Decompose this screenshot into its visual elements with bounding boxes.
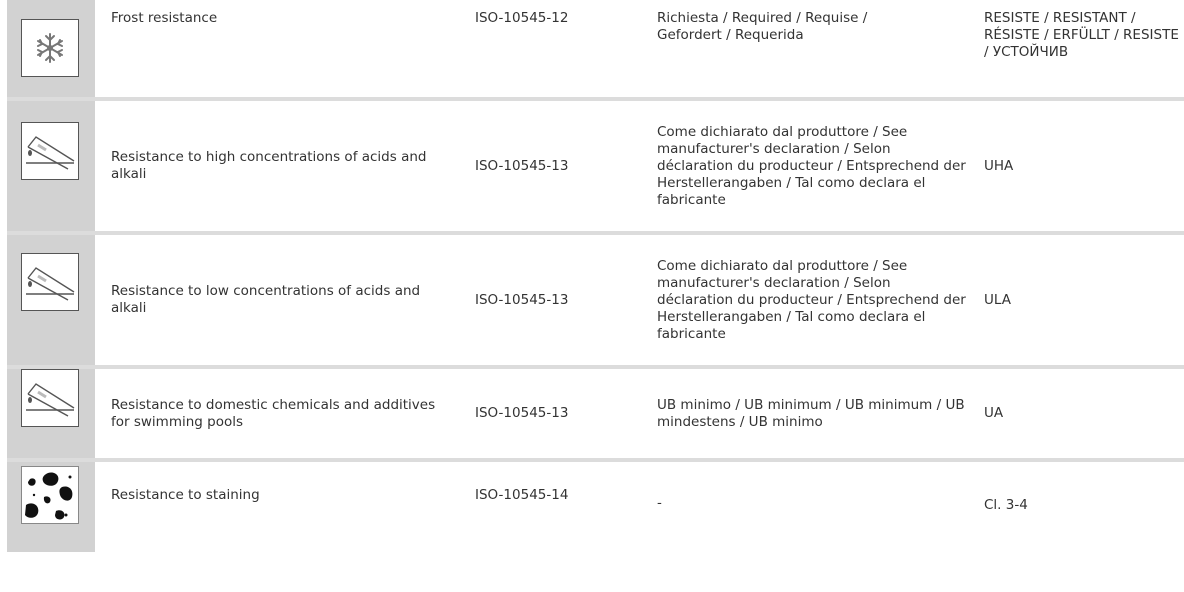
- result-text: UHA: [984, 157, 1014, 174]
- result-text: RESISTE / RESISTANT / RÉSISTE / ERFÜLLT / RESISTE / УСТОЙЧИВ: [984, 10, 1179, 60]
- table-row: [7, 462, 1184, 552]
- table-row: [7, 369, 1184, 458]
- snowflake-icon: [21, 19, 79, 77]
- result-text: Cl. 3-4: [984, 496, 1028, 513]
- standard-code: ISO-10545-14: [475, 486, 569, 503]
- icon-cell: [7, 0, 95, 97]
- property-name: Resistance to high concentrations of acids and alkali: [111, 149, 427, 182]
- property-name: Resistance to domestic chemicals and additives for swimming pools: [111, 396, 436, 430]
- result-text: UA: [984, 405, 1004, 421]
- result-text: ULA: [984, 291, 1011, 308]
- requirement-text: Come dichiarato dal produttore / See manufacturer's declaration / Selon déclaration du producteur / Entsprechend der Herstellerangaben / Tal como declara el fabricante: [657, 257, 966, 342]
- chemical-drip-icon: [21, 369, 79, 427]
- chemical-drip-icon: [21, 253, 79, 311]
- property-name: Resistance to staining: [111, 486, 260, 503]
- icon-cell: [7, 369, 95, 458]
- standard-code: ISO-10545-12: [475, 10, 569, 26]
- requirement-text: -: [657, 494, 662, 511]
- requirement-text: Richiesta / Required / Requise / Gefordert / Requerida: [657, 10, 868, 43]
- property-name: Resistance to low concentrations of acids and alkali: [111, 283, 421, 316]
- icon-cell: [7, 462, 95, 552]
- icon-cell: [7, 235, 95, 365]
- requirement-text: UB minimo / UB minimum / UB minimum / UB mindestens / UB minimo: [657, 396, 965, 430]
- table-row: [7, 235, 1184, 365]
- chemical-drip-icon: [21, 122, 79, 180]
- stain-spots-icon: [21, 466, 79, 524]
- table-row: [7, 101, 1184, 231]
- standard-code: ISO-10545-13: [475, 157, 569, 174]
- icon-cell: [7, 101, 95, 231]
- standard-code: ISO-10545-13: [475, 405, 569, 421]
- requirement-text: Come dichiarato dal produttore / See manufacturer's declaration / Selon déclaration du producteur / Entsprechend der Herstellerangaben / Tal como declara el fabricante: [657, 123, 966, 208]
- standard-code: ISO-10545-13: [475, 291, 569, 308]
- property-name: Frost resistance: [111, 10, 218, 26]
- table-row: [7, 0, 1184, 97]
